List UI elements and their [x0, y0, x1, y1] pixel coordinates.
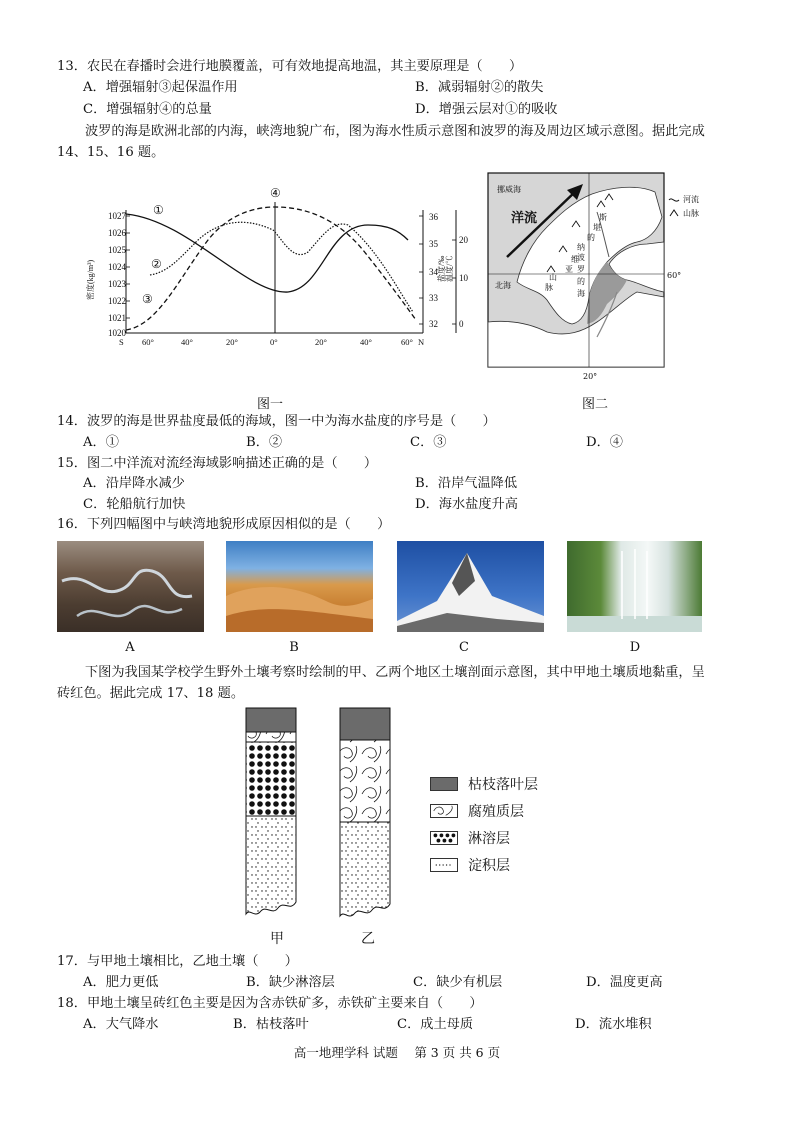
q13-option-a: A．增强辐射③起保温作用 — [83, 80, 238, 95]
density-tick: 1021 — [108, 313, 126, 323]
q18-stem: 18．甲地土壤呈砖红色主要是因为含赤铁矿多，赤铁矿主要来自（ ） — [57, 996, 483, 1011]
intro1-line2: 14、15、16 题。 — [57, 145, 165, 160]
figure2-caption: 图二 — [581, 397, 608, 412]
intro1-line1: 波罗的海是欧洲北部的内海，峡湾地貌广布，图为海水性质示意图和波罗的海及周边区域示意图。据此完成 — [85, 124, 705, 139]
label-scan-1: 斯 — [599, 213, 607, 222]
legend-eluvial-label: 淋溶层 — [468, 831, 510, 847]
legend-illuvial-label: 淀积层 — [468, 858, 510, 874]
x-tick: 20° — [226, 337, 238, 347]
q14-option-d: D．④ — [586, 435, 623, 450]
temp-tick: 20 — [459, 235, 468, 245]
q17-option-d: D．温度更高 — [586, 975, 663, 990]
y-left-label: 密度(kg/m³) — [86, 259, 95, 300]
temp-tick: 0 — [459, 319, 464, 329]
label-scan-2: 堪 — [593, 223, 601, 232]
q14-option-b: B．② — [246, 435, 283, 450]
x-tick: 60° — [401, 337, 413, 347]
intro2-line2: 砖红色。据此完成 17、18 题。 — [57, 686, 245, 701]
density-tick: 1027 — [108, 211, 126, 221]
photo-d-waterfall — [567, 541, 702, 632]
q18-option-b: B．枯枝落叶 — [233, 1017, 309, 1032]
label-baltic-2: 罗 — [577, 265, 585, 274]
q13-option-c: C．增强辐射④的总量 — [83, 102, 212, 117]
legend-illuvial — [430, 855, 510, 875]
label-baltic-4: 海 — [577, 289, 585, 298]
soil-column-yi — [340, 708, 390, 916]
label-current: 洋流 — [511, 211, 538, 226]
label-scan-4: 纳 — [577, 243, 585, 252]
q17-option-c: C．缺少有机层 — [413, 975, 503, 990]
legend-mountain-label: 山脉 — [683, 209, 699, 218]
soil-column-jia — [246, 708, 296, 914]
q15-option-b: B．沿岸气温降低 — [415, 476, 518, 491]
salinity-tick: 35 — [429, 239, 438, 249]
q17-option-a: A．肥力更低 — [83, 975, 159, 990]
legend-litter — [430, 774, 538, 794]
humus-swatch-icon — [430, 804, 458, 818]
q17-stem: 17．与甲地土壤相比，乙地土壤（ ） — [57, 954, 298, 969]
curve-label-1: ① — [153, 203, 164, 217]
q16-stem: 16．下列四幅图中与峡湾地貌形成原因相似的是（ ） — [57, 517, 391, 532]
figure1-chart — [78, 180, 470, 350]
q15-option-c: C．轮船航行加快 — [83, 497, 186, 512]
soil-label-yi: 乙 — [361, 931, 375, 947]
photo-b-label: B — [289, 640, 299, 655]
label-scan-3: 的 — [587, 233, 595, 242]
q14-option-a: A．① — [83, 435, 119, 450]
y-right-label-temp: 温度/℃ — [445, 255, 454, 282]
curve-label-2: ② — [151, 257, 162, 271]
density-tick: 1025 — [108, 245, 126, 255]
figure2-map — [487, 172, 707, 384]
label-scan-5: 维 — [571, 255, 579, 264]
q18-option-a: A．大气降水 — [83, 1017, 159, 1032]
intro2-line1: 下图为我国某学校学生野外土壤考察时绘制的甲、乙两个地区土壤剖面示意图，其中甲地土壤质地黏重，呈 — [85, 665, 705, 680]
litter-swatch-icon — [430, 777, 458, 791]
salinity-tick: 34 — [429, 267, 438, 277]
label-scan-6: 亚 — [565, 265, 573, 274]
density-tick: 1022 — [108, 296, 126, 306]
x-tick: S — [119, 337, 124, 347]
legend-eluvial — [430, 828, 510, 848]
q14-stem: 14．波罗的海是世界盐度最低的海域，图一中为海水盐度的序号是（ ） — [57, 414, 496, 429]
q15-option-d: D．海水盐度升高 — [415, 497, 518, 512]
label-north-sea: 北海 — [495, 281, 511, 290]
soil-label-jia: 甲 — [270, 931, 284, 947]
density-tick: 1024 — [108, 262, 126, 272]
legend-litter-label: 枯枝落叶层 — [468, 777, 538, 793]
q13-option-d: D．增强云层对①的吸收 — [415, 102, 558, 117]
x-tick: 40° — [360, 337, 372, 347]
photo-b-desert-dunes — [226, 541, 373, 632]
density-tick: 1023 — [108, 279, 126, 289]
x-tick: N — [418, 337, 425, 347]
q17-option-b: B．缺少淋溶层 — [246, 975, 335, 990]
illuvial-swatch-icon — [430, 858, 458, 872]
river-legend-icon — [669, 199, 679, 201]
photo-a-label: A — [125, 640, 135, 655]
label-baltic-1: 波 — [577, 253, 585, 262]
photo-c-label: C — [459, 640, 469, 655]
x-tick: 40° — [181, 337, 193, 347]
photo-a-meandering-river — [57, 541, 204, 632]
temp-tick: 10 — [459, 273, 468, 283]
photo-d-label: D — [629, 640, 641, 655]
legend-humus — [430, 801, 524, 821]
soil-profiles — [240, 704, 410, 926]
density-tick: 1026 — [108, 228, 126, 238]
curve-label-3: ③ — [142, 292, 153, 306]
label-scan-8: 脉 — [545, 283, 553, 292]
label-baltic-3: 的 — [577, 277, 585, 286]
label-lon-20: 20° — [583, 372, 598, 381]
q14-option-c: C．③ — [410, 435, 447, 450]
eluvial-swatch-icon — [430, 831, 458, 845]
photo-c-glacial-peak — [397, 541, 544, 632]
x-tick: 0° — [270, 337, 278, 347]
x-tick: 20° — [315, 337, 327, 347]
salinity-tick: 32 — [429, 319, 438, 329]
q18-option-c: C．成土母质 — [397, 1017, 474, 1032]
label-lat-60: 60° — [667, 271, 682, 280]
page-footer: 高一地理学科 试题 第 3 页 共 6 页 — [293, 1045, 501, 1060]
q15-option-a: A．沿岸降水减少 — [83, 476, 185, 491]
q13-stem: 13．农民在春播时会进行地膜覆盖，可有效地提高地温，其主要原理是（ ） — [57, 59, 523, 74]
curve-label-4: ④ — [270, 186, 281, 200]
y-right-label-salinity: 盐度/‰ — [437, 255, 446, 282]
x-tick: 60° — [142, 337, 154, 347]
legend-humus-label: 腐殖质层 — [468, 804, 524, 820]
salinity-tick: 36 — [429, 212, 438, 222]
q15-stem: 15．图二中洋流对流经海域影响描述正确的是（ ） — [57, 456, 378, 471]
legend-river-label: 河流 — [683, 195, 699, 204]
figure1-caption: 图一 — [256, 397, 283, 412]
label-norway-sea: 挪威海 — [497, 185, 521, 194]
q18-option-d: D．流水堆积 — [575, 1017, 652, 1032]
mountain-legend-icon — [670, 210, 678, 216]
q13-option-b: B．减弱辐射②的散失 — [415, 80, 544, 95]
density-tick: 1020 — [108, 328, 126, 338]
label-scan-7: 山 — [549, 273, 557, 282]
salinity-tick: 33 — [429, 293, 438, 303]
